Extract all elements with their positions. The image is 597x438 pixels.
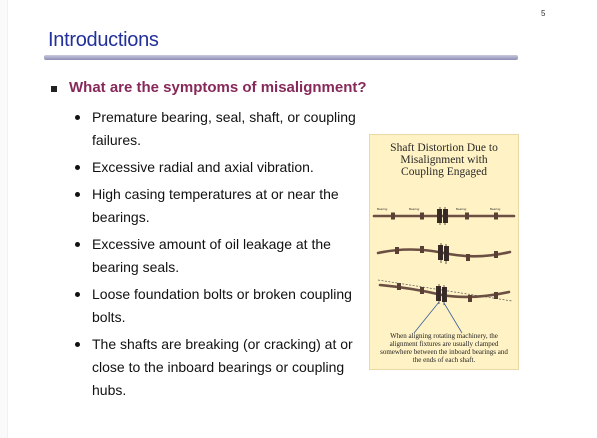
symptom-item <box>75 156 360 179</box>
symptom-text-line: bearing seals. <box>92 259 180 275</box>
title-underline <box>44 55 518 60</box>
round-bullet-icon <box>75 165 80 170</box>
caption-line: alignment fixtures are usually clamped <box>389 340 499 348</box>
round-bullet-icon <box>75 192 80 197</box>
figure-title-line: Misalignment with <box>400 154 488 166</box>
symptom-list <box>75 106 360 406</box>
support-label: Bearing <box>456 207 467 211</box>
support-label: Bearing <box>409 207 420 211</box>
support-label: Bearing <box>490 207 501 211</box>
round-bullet-icon <box>75 115 80 120</box>
page-number: 5 <box>541 9 546 18</box>
symptoms-heading: What are the symptoms of misalignment? <box>69 79 367 96</box>
shaft-distortion-figure <box>369 134 519 370</box>
support-label: Bearing <box>377 207 388 211</box>
slide-title: Introductions <box>48 29 159 51</box>
caption-line: somewhere between the inboard bearings and <box>380 348 508 356</box>
symptom-text-line: hubs. <box>92 382 127 398</box>
symptom-text-line: Excessive amount of oil leakage at the <box>92 236 331 252</box>
symptom-text-line: Premature bearing, seal, shaft, or coupling <box>92 109 356 125</box>
symptom-text-line: failures. <box>92 132 142 148</box>
symptom-text-line: close to the inboard bearings or coupling <box>92 359 345 375</box>
straight-shaft-assembly <box>374 207 514 225</box>
symptom-item <box>75 233 360 279</box>
left-edge-strip <box>0 0 8 438</box>
symptom-item <box>75 333 360 402</box>
round-bullet-icon <box>75 242 80 247</box>
symptom-text-line: Loose foundation bolts or broken coupling <box>92 286 352 302</box>
round-bullet-icon <box>75 342 80 347</box>
figure-title-line: Shaft Distortion Due to <box>390 142 498 154</box>
symptom-text-line: Excessive radial and axial vibration. <box>92 159 314 175</box>
symptom-text-line: High casing temperatures at or near the <box>92 186 339 202</box>
symptom-item <box>75 183 360 229</box>
symptom-text-line: bolts. <box>92 309 126 325</box>
round-bullet-icon <box>75 292 80 297</box>
misaligned-shaft-assembly <box>378 280 512 333</box>
symptom-text-line: The shafts are breaking (or cracking) at or <box>92 336 353 352</box>
caption-line: the ends of each shaft. <box>412 356 476 364</box>
figure-caption <box>375 332 513 364</box>
symptom-item <box>75 283 360 329</box>
bent-shaft-assembly <box>378 243 510 264</box>
symptom-text-line: bearings. <box>92 209 150 225</box>
symptom-item <box>75 106 360 152</box>
caption-line: When aligning rotating machinery, the <box>390 332 498 340</box>
square-bullet-icon <box>51 86 57 92</box>
figure-title-line: Coupling Engaged <box>401 166 487 178</box>
